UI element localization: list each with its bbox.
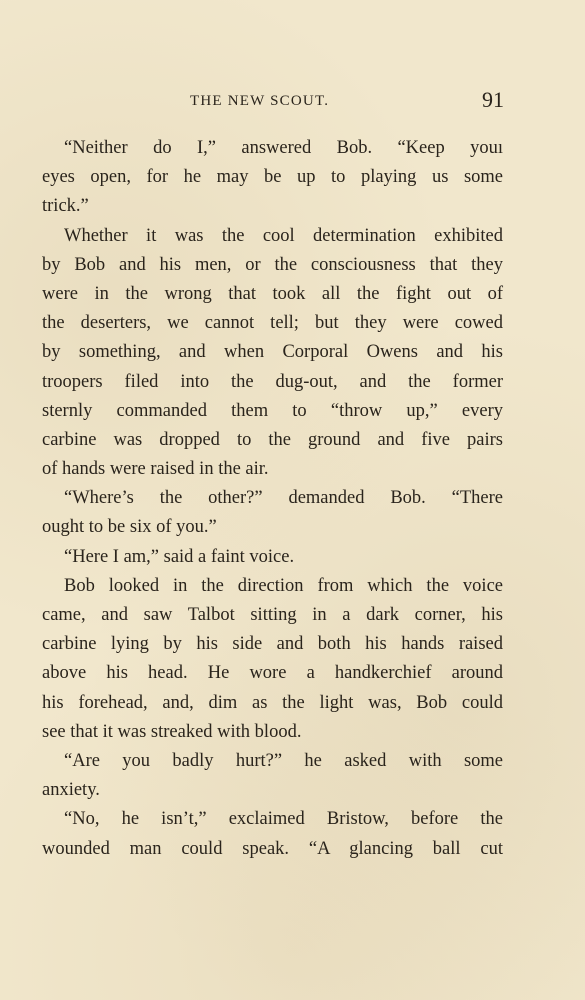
text-line: his forehead, and, dim as the light was, Bob could	[42, 692, 503, 713]
text-line: were in the wrong that took all the fight out of	[42, 283, 503, 304]
text-line: by something, and when Corporal Owens and his	[42, 342, 503, 363]
text-line: see that it was streaked with blood.	[42, 721, 302, 742]
text-line: wounded man could speak. “A glancing ball cut	[42, 838, 503, 859]
text-line: “Where’s the other?” demanded Bob. “There	[64, 488, 503, 509]
text-line: eyes open, for he may be up to playing us some	[42, 167, 503, 188]
page-number: 91	[482, 87, 504, 112]
text-line: “No, he isn’t,” exclaimed Bristow, before the	[64, 809, 503, 830]
text-line: the deserters, we cannot tell; but they were cowed	[42, 313, 503, 334]
text-line: ought to be six of you.”	[42, 517, 217, 538]
text-line: Bob looked in the direction from which the voice	[64, 575, 503, 596]
text-line: “Here I am,” said a faint voice.	[64, 546, 295, 567]
text-line: of hands were raised in the air.	[42, 459, 269, 480]
text-line: trick.”	[42, 196, 89, 217]
body-text	[42, 134, 503, 864]
text-line: Whether it was the cool determination exhibited	[64, 225, 503, 246]
text-line: sternly commanded them to “throw up,” every	[42, 400, 503, 421]
running-head: THE NEW SCOUT.	[190, 93, 330, 109]
text-line: anxiety.	[42, 780, 100, 801]
page-header	[44, 87, 504, 117]
text-line: “Are you badly hurt?” he asked with some	[64, 750, 503, 771]
text-line: came, and saw Talbot sitting in a dark corner, his	[42, 605, 503, 625]
text-line: by Bob and his men, or the consciousness that they	[42, 254, 503, 275]
text-line: above his head. He wore a handkerchief around	[42, 663, 503, 684]
text-line: carbine lying by his side and both his hands raised	[42, 634, 503, 655]
text-line: “Neither do I,” answered Bob. “Keep youı	[64, 138, 503, 158]
text-line: carbine was dropped to the ground and five pairs	[42, 429, 503, 450]
text-line: troopers filed into the dug-out, and the former	[42, 371, 503, 392]
